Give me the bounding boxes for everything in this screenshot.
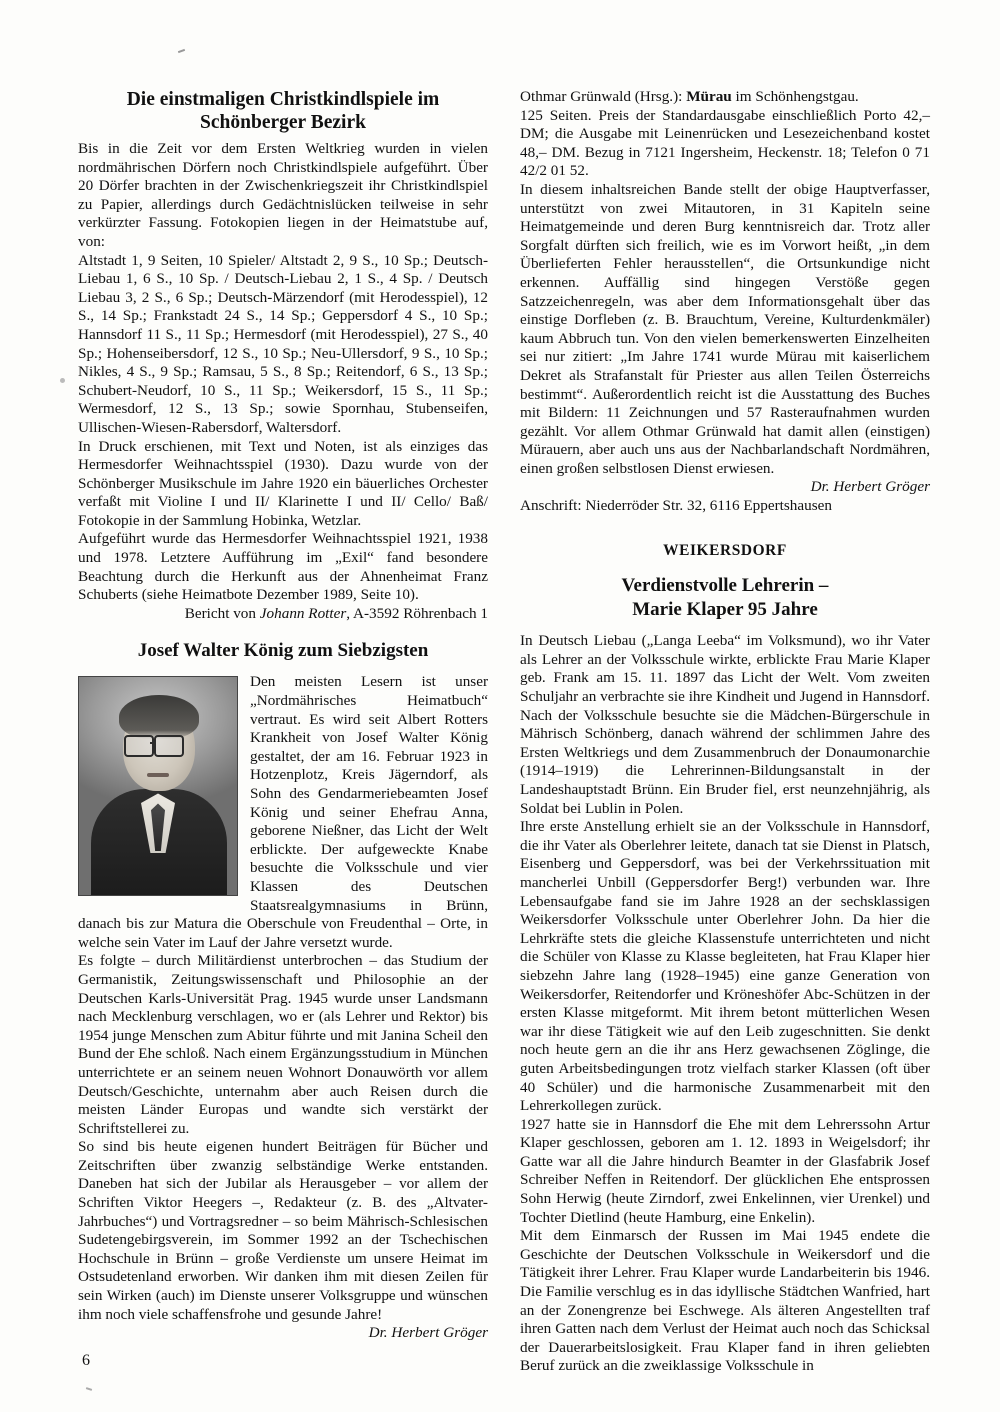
- book-title-muerau: Mürau: [686, 88, 732, 105]
- left-column: [78, 88, 488, 1342]
- credit-suffix: , A-3592 Röhrenbach 1: [346, 604, 488, 622]
- portrait-mouth: [147, 773, 169, 777]
- paragraph-christkindlspiele-3: In Druck erschienen, mit Text und Noten, ist als einziges das Hermesdorfer Weihnachtsspiel (1930). Dazu wurde von der Schönberger Musikschule im Jahre 1920 ein bäuerliches Orchester verfaßt mit Violine I und II/ Klarinette I und II/ Cello/ Baß/ Fotokopie in der Sammlung Hobinka, Wetzlar.: [78, 437, 488, 529]
- portrait-glasses-right: [154, 735, 184, 757]
- paragraph-klaper-2: Ihre erste Anstellung erhielt sie an der Volksschule in Hannsdorf, die ihr Vater als Oberlehrer leitete, danach tat sie Dienst in Platsch, Eisenberg und Geppersdorf, was bei der Verkehrssituation mit mancherlei Unbill (Geppersdorfer Berg!) verbunden war. Ihre Lebensaufgabe fand sie im Jahre 1928 an der sechsklassigen Weikersdorfer Volksschule unter Oberlehrer John. Da hier die Lehrkräfte stets die gleiche Klassenstufe unterrichteten und nicht die Schüler von Klasse zu Klasse begleiteten, hat Frau Klaper hier siebzehn Jahre lang (1928–1945) eine ganze Generation von Weikersdorfer, Reitendorfer und Kröneshöfer Abc-Schützen in der ersten Klasse mitgeformt. Mit ihrem betont mütterlichen Wesen war ihr diese Tätigkeit wie auf den Leib zugeschnitten. Sie denkt noch heute gern an die ihr ans Herz gewachsenen Zöglinge, die guten Arbeitsbedingungen trotz vielfach starker Klassen (oft über 40 Schüler) und die harmonische Zusammenarbeit mit den Lehrerkollegen zurück.: [520, 818, 930, 1115]
- paragraph-koenig-2: Es folgte – durch Militärdienst unterbrochen – das Studium der Germanistik, Zeitungswissenschaft und Philosophie an der Deutschen Karls-Universität Prag. 1945 wurde unser Landsmann nach Mecklenburg verschlagen, wo er (als Lehrer und Rektor) bis 1954 junge Menschen zum Abitur führte und mit Janina Scheil den Bund der Ehe schloß. Nach einem Ergänzungsstudium in München unterrichtete er an seinem neuen Wohnort Donauwörth vor allem Deutsch/Geschichte, unternahm aber auch Reisen durch die meisten Länder Europas und wandte sich verstärkt der Schriftstellerei zu.: [78, 952, 488, 1137]
- article-address-groeger: Anschrift: Niederröder Str. 32, 6116 Eppertshausen: [520, 497, 832, 515]
- paragraph-muerau-2: 125 Seiten. Preis der Standardausgabe einschließlich Porto 42,– DM; die Ausgabe mit Leinenrücken und Lesezeichenband kostet 48,– DM. Bezug in 7121 Ingersheim, Heckenstr. 18; Telefon 0 71 42/2 01 52.: [520, 106, 930, 180]
- article-title-christkindlspiele: [78, 88, 488, 134]
- page-number: 6: [82, 1352, 90, 1369]
- section-spacer: [78, 623, 488, 639]
- article-title-koenig: Josef Walter König zum Siebzigsten: [137, 640, 429, 662]
- paragraph-klaper-1: In Deutsch Liebau („Langa Leeba“ im Volksmund), wo ihr Vater als Lehrer an der Volksschule wirkte, erblickte Frau Marie Klaper geb. Frank am 15. 11. 1897 das Licht der Welt. Vom zweiten Schuljahr an verbrachte sie ihre Kindheit und Jugend in Hannsdorf. Nach der Volksschule besuchte sie die Mädchen-Bürgerschule in Mährisch Schönberg, danach während der schlimmen Jahre des Ersten Weltkriegs und dem Zusammenbruch der Donaumonarchie (1914–1919) die Lehrerinnen-Bildungsanstalt in der Landeshauptstadt Brünn. Ein Bruder fiel, erst neunzehnjährig, als Soldat bei Lublin in Polen.: [520, 632, 930, 817]
- scan-artifact-top-left: [178, 49, 185, 53]
- article-title-line2: Schönberger Bezirk: [200, 112, 366, 133]
- paragraph-koenig-3: So sind bis heute eigenen hundert Beiträgen für Bücher und Zeitschriften über zwanzig selbständige Werke entstanden. Daneben hat sich der Jubilar als Herausgeber – vor allem der Schriften Viktor Heegers –, Redakteur (z. B. des „Altvater-Jahrbuches“) und Vortragsredner – so beim Mährisch-Schlesischen Sudetengebirgsverein, im Sommer 1992 an der Tschechischen Hochschule in Brünn – große Verdienste um unsere Heimat im Ostsudetenland erworben. Wir danken ihm mit diesen Zeilen für sein Wirken (auch) im Dienste unserer Volksgruppe und wünschen ihm noch viele schaffensfrohe und gesunde Jahre!: [78, 1138, 488, 1323]
- article-signature-groeger-1: Dr. Herbert Gröger: [368, 1324, 488, 1342]
- paragraph-klaper-4: Mit dem Einmarsch der Russen im Mai 1945 endete die Geschichte der Deutschen Volksschule in Weikersdorf und die Tätigkeit ihrer Lehrer. Frau Klaper wurde Landarbeiterin bis 1946. Die Familie verschlug es in das idyllische Städtchen Wanfried, hart an der Zonengrenze bei Eschwege. Als älteren Angestellten traf ihren Gatten nach dem Verlust der Heimat auch noch das Schicksal der Dauerarbeitslosigkeit. Frau Klaper fand in ihren geliebten Beruf zurück an die zweiklassige Volksschule in: [520, 1227, 930, 1375]
- klaper-title-line1: Verdienstvolle Lehrerin –: [621, 575, 829, 597]
- right-column: [520, 88, 930, 1375]
- book-credit-prefix: Othmar Grünwald (Hrsg.):: [520, 88, 687, 105]
- klaper-title-line2: Marie Klaper 95 Jahre: [632, 599, 818, 621]
- scan-artifact-mid-left: [60, 378, 65, 383]
- paragraph-muerau-1: [520, 88, 930, 107]
- article-title-line1: Die einstmaligen Christkindlspiele im: [126, 89, 440, 110]
- section-heading-weikersdorf: WEIKERSDORF: [663, 541, 787, 559]
- portrait-glasses-left: [124, 735, 154, 757]
- book-credit-suffix: im Schönhengstgau.: [731, 88, 859, 105]
- paragraph-koenig-1: Den meisten Lesern ist unser „Nordmährisches Heimatbuch“ vertraut. Es wird seit Albert Rotters Krankheit von Josef Walter König gestaltet, der am 16. Februar 1923 in Hotzenplotz, Kreis Jägerndorf, als Sohn des Gendarmeriebeamten Josef König und seiner Ehefrau Anna, geborene Nießner, das Licht der Welt erblickte. Der aufgeweckte Knabe besuchte die Volksschule und vier Klassen des Deutschen Staatsrealgymnasiums in Brünn, danach bis zur Matura die Oberschule von Freudenthal – Orte, in welche sein Vater im Lauf der Jahre versetzt wurde.: [78, 673, 488, 951]
- article-signature-groeger-2: Dr. Herbert Gröger: [810, 478, 930, 496]
- paragraph-christkindlspiele-2: Altstadt 1, 9 Seiten, 10 Spieler/ Altstadt 2, 9 S., 10 Sp.; Deutsch-Liebau 1, 6 S., 10 Sp. / Deutsch-Liebau 2, 1 S., 4 Sp. / Deutsch Liebau 3, 2 S., 6 Sp.; Deutsch-Märzendorf (mit Herodesspiel), 12 S., 14 Sp.; Frankstadt 24 S., 14 Sp.; Geppersdorf 4 S., 10 Sp.; Hannsdorf 11 S., 11 Sp.; Hermesdorf (mit Herodesspiel), 27 S., 40 Sp.; Hohenseibersdorf, 12 S., 10 Sp.; Neu-Ullersdorf, 9 S., 10 Sp.; Nikles, 4 S., 9 Sp.; Ramsau, 5 S., 8 Sp.; Reitendorf, 6 S., 13 Sp.; Schubert-Neudorf, 10 S., 11 Sp.; Weikersdorf, 15 S., 11 Sp.; Wermesdorf, 12 S., 13 Sp.; sowie Spornhau, Stubenseifen, Ullischen-Wiesen-Rabersdorf, Waltersdorf.: [78, 251, 488, 436]
- paragraph-klaper-3: 1927 hatte sie in Hannsdorf die Ehe mit dem Lehrerssohn Artur Klaper geschlossen, geboren am 1. 12. 1893 in Weigelsdorf; ihr Gatte war all die Jahre hindurch Beamter in der Glasfabrik Josef Schreiber Neffen in Reitendorf. Der glücklichen Ehe entsprossen Sohn Herwig (heute Zirndorf, zwei Enkelinnen, vier Urenkel) und Tochter Dietlind (heute Hamburg, eine Enkelin).: [520, 1115, 930, 1226]
- paragraph-christkindlspiele-4: Aufgeführt wurde das Hermesdorfer Weihnachtsspiel 1921, 1938 und 1978. Letztere Aufführung im „Exil“ fand besondere Beachtung durch die Herkunft aus der Ahnenheimat Franz Schuberts (siehe Heimatbote Dezember 1989, Seite 10).: [78, 530, 488, 604]
- two-column-body: [78, 88, 930, 1375]
- credit-prefix: Bericht von: [184, 604, 260, 622]
- paragraph-muerau-3: In diesem inhaltsreichen Bande stellt der obige Hauptverfasser, unterstützt von zwei Mitautoren, in 31 Kapiteln seine Heimatgemeinde und deren Burg kenntnisreich dar. Trotz aller Sorgfalt dürften sich freilich, wie es im Vorwort heißt, „in dem Überlieferten Fehler herausstellen“, die Ortsunkundige nicht erkennen. Auffällig sind hingegen Verstöße gegen Satzzeichenregeln, was aber dem Informationsgehalt über das einstige Dorfleben (z. B. Brauchtum, Vereine, Kulturdenkmäler) kaum Abbruch tun. Von den vielen bemerkenswerten Einzelheiten sei nur zitiert: „Im Jahre 1741 wurde Mürau mit kaiserlichem Dekret als Strafanstalt für Priester aus allen Teilen Österreichs bestimmt“. Außerordentlich reicht ist die Ausstattung des Buches mit Bildern: 11 Zeichnungen und 57 Rasteraufnahmen wurden gezählt. Vor allem Othmar Grünwald hat damit allen (einstigen) Mürauern, aber auch uns aus der Nachbarlandschaft Nordmähren, einen großen selbstlosen Dienst erwiesen.: [520, 180, 930, 477]
- scan-artifact-bottom-left: [86, 1387, 92, 1391]
- paragraph-christkindlspiele-1: Bis in die Zeit vor dem Ersten Weltkrieg wurden in vielen nordmährischen Dörfern noch Christkindlspiele aufgeführt. Über 20 Dörfer brachten in der Zwischenkriegszeit ihr Christkindlspiel zu Papier, allerdings durch Gedächtnislücken teilweise in sehr verkürzter Fassung. Fotokopien liegen in der Heimatstube auf, von:: [78, 140, 488, 250]
- portrait-photo-josef-walter-koenig: [78, 676, 238, 896]
- article-credit-rotter: [78, 605, 488, 624]
- portrait-hair: [119, 695, 199, 739]
- article-title-klaper: [520, 574, 930, 622]
- portrait-glasses-bridge: [150, 742, 156, 744]
- credit-author-name: Johann Rotter: [259, 604, 347, 622]
